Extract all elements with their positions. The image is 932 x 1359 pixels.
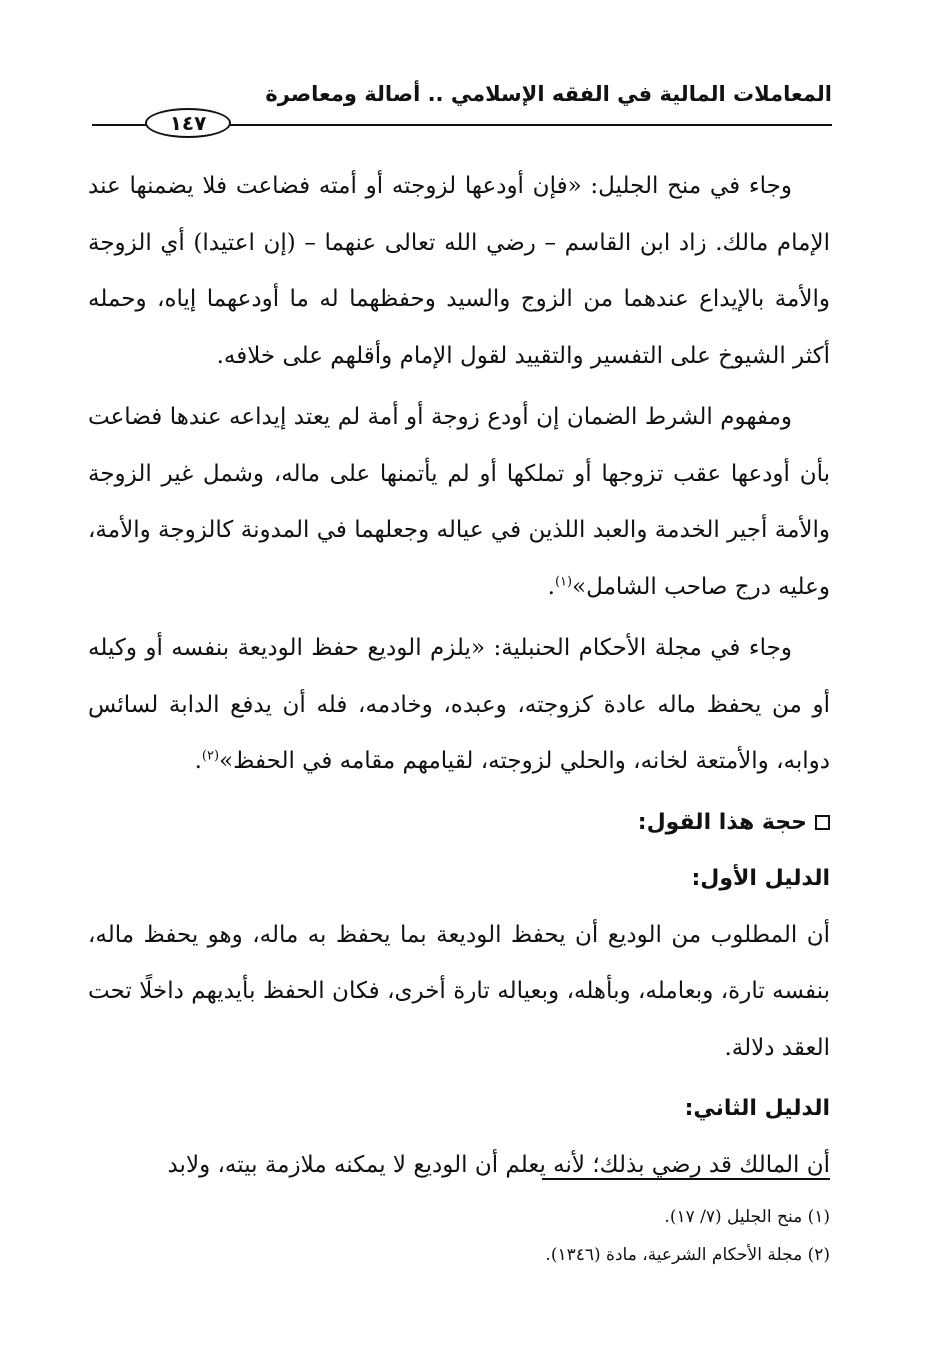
paragraph-2-text: ومفهوم الشرط الضمان إن أودع زوجة أو أمة لم يعتد إيداعه عندها فضاعت بأن أودعها عقب تزوجها أو تملكها أو لم يأتمنها على ماله، وشمل غير الزوجة والأمة أجير الخدمة والعبد اللذين في عياله وجعلهما في المدونة كالزوجة والأمة، وعليه درج صاحب الشامل»	[88, 404, 831, 600]
footnote-ref-2: (٢)	[201, 748, 220, 764]
page-number: ١٤٧	[145, 108, 231, 138]
square-bullet-icon	[815, 815, 830, 830]
footnote-ref-1: (١)	[554, 573, 573, 589]
paragraph-2	[88, 389, 830, 615]
section-heading-text: حجة هذا القول:	[637, 809, 807, 835]
paragraph-5: أن المالك قد رضي بذلك؛ لأنه يعلم أن الوديع لا يمكنه ملازمة بيته، ولابد	[167, 1152, 830, 1178]
footnotes	[110, 1198, 830, 1274]
footnote-1: (١) منح الجليل (٧/ ١٧).	[664, 1207, 830, 1227]
paragraph-1: وجاء في منح الجليل: «فإن أودعها لزوجته أو أمته فضاعت فلا يضمنها عند الإمام مالك. زاد ابن القاسم – رضي الله تعالى عنهما – (إن اعتيدا) أي الزوجة والأمة بالإيداع عندهما من الزوج والسيد وحفظهما له ما أودعهما إياه، وحمله أكثر الشيوخ على التفسير والتقييد لقول الإمام وأقلهم على خلافه.	[88, 173, 830, 369]
subheading-evidence-1: الدليل الأول:	[691, 865, 830, 891]
footnote-rule	[542, 1178, 830, 1180]
footnote-2: (٢) مجلة الأحكام الشرعية، مادة (١٣٤٦).	[545, 1245, 830, 1265]
running-header-title: المعاملات المالية في الفقه الإسلامي .. أصالة ومعاصرة	[265, 82, 832, 106]
section-heading	[88, 795, 830, 851]
main-text	[88, 158, 830, 1199]
paragraph-3-end: .	[194, 748, 202, 774]
subheading-evidence-2: الدليل الثاني:	[684, 1096, 830, 1121]
paragraph-3	[88, 620, 830, 790]
paragraph-2-end: .	[547, 573, 555, 600]
paragraph-3-text: وجاء في مجلة الأحكام الحنبلية: «يلزم الوديع حفظ الوديعة بنفسه أو وكيله أو من يحفظ ماله عادة كزوجته، وعبده، وخادمه، فله أن يدفع الدابة لسائس دوابه، والأمتعة لخانه، والحلي لزوجته، لقيامهم مقامه في الحفظ»	[88, 635, 830, 774]
paragraph-4: أن المطلوب من الوديع أن يحفظ الوديعة بما يحفظ به ماله، وهو يحفظ ماله، بنفسه تارة، وبعامله، وبأهله، وبعياله تارة أخرى، فكان الحفظ بأيديهم داخلًا تحت العقد دلالة.	[88, 921, 830, 1061]
